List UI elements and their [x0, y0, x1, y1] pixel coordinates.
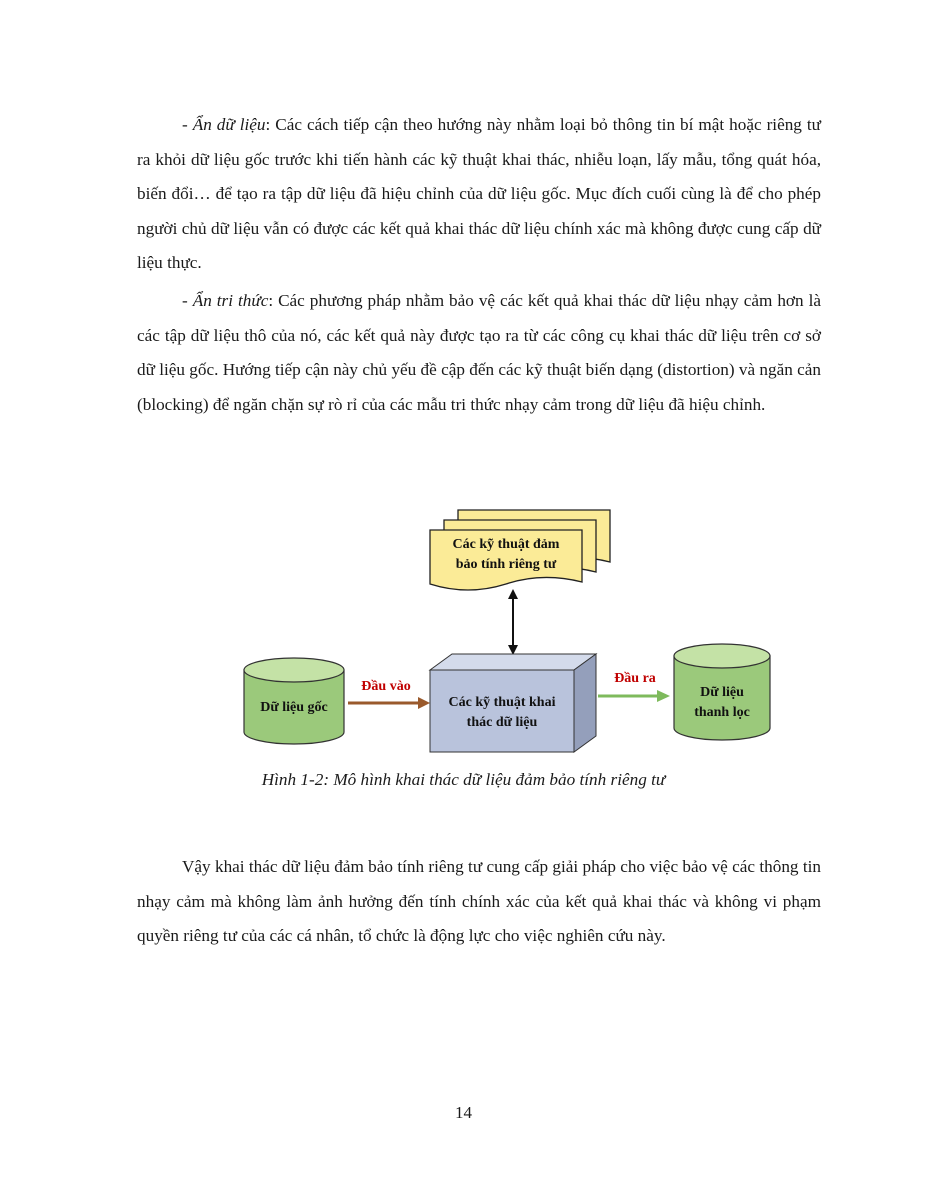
- privacy-mining-diagram: [230, 500, 790, 760]
- input-arrow: [348, 679, 430, 709]
- cleaned-data-cylinder: [674, 644, 770, 740]
- bidirectional-arrow: [508, 589, 518, 655]
- mining-techniques-line1: Các kỹ thuật khai: [448, 695, 556, 710]
- term-knowledge-hiding: - Ẩn tri thức: [182, 291, 269, 310]
- mining-techniques-line2: thác dữ liệu: [466, 715, 538, 730]
- paragraph-conclusion: Vậy khai thác dữ liệu đảm bảo tính riêng tư cung cấp giải pháp cho việc bảo vệ các thông tin nhạy cảm mà không làm ảnh hưởng đến tính chính xác của kết quả khai thác và không vi phạm quyền riêng tư của các cá nhân, tổ chức là động lực cho việc nghiên cứu này.: [137, 857, 821, 946]
- privacy-techniques-line1: Các kỹ thuật đảm: [452, 537, 560, 552]
- cleaned-data-line1: Dữ liệu: [700, 685, 744, 700]
- paragraph-text: : Các cách tiếp cận theo hướng này nhằm loại bỏ thông tin bí mật hoặc riêng tư ra khỏi dữ liệu gốc trước khi tiến hành các kỹ thuật khai thác, nhiễu loạn, lấy mẫu, tổng quát hóa, biến đổi… để tạo ra tập dữ liệu đã hiệu chỉnh của dữ liệu gốc. Mục đích cuối cùng là để cho phép người chủ dữ liệu vẫn có được các kết quả khai thác dữ liệu chính xác mà không được cung cấp dữ liệu thực.: [137, 115, 821, 273]
- paragraph-text: : Các phương pháp nhằm bảo vệ các kết quả khai thác dữ liệu nhạy cảm hơn là các tập dữ liệu thô của nó, các kết quả này được tạo ra từ các công cụ khai thác dữ liệu trên cơ sở dữ liệu gốc. Hướng tiếp cận này chủ yếu đề cập đến các kỹ thuật biến dạng (distortion) và ngăn cản (blocking) để ngăn chặn sự rò rỉ của các mẫu tri thức nhạy cảm trong dữ liệu đã hiệu chỉnh.: [137, 291, 821, 414]
- source-data-cylinder: [244, 658, 344, 744]
- page-number: 14: [455, 1103, 472, 1122]
- term-data-hiding: - Ẩn dữ liệu: [182, 115, 266, 134]
- privacy-techniques-line2: bảo tính riêng tư: [455, 557, 557, 572]
- cleaned-data-line2: thanh lọc: [694, 705, 750, 720]
- paragraph-knowledge-hiding: [137, 284, 821, 422]
- mining-techniques-box: [430, 654, 596, 752]
- output-label: Đầu ra: [614, 671, 656, 686]
- input-label: Đầu vào: [361, 679, 411, 694]
- paragraph-data-hiding: [137, 108, 821, 281]
- source-data-label: Dữ liệu gốc: [260, 700, 328, 715]
- figure-caption: Hình 1-2: Mô hình khai thác dữ liệu đảm bảo tính riêng tư: [261, 770, 666, 789]
- privacy-techniques-document: [430, 510, 610, 590]
- output-arrow: [598, 671, 670, 702]
